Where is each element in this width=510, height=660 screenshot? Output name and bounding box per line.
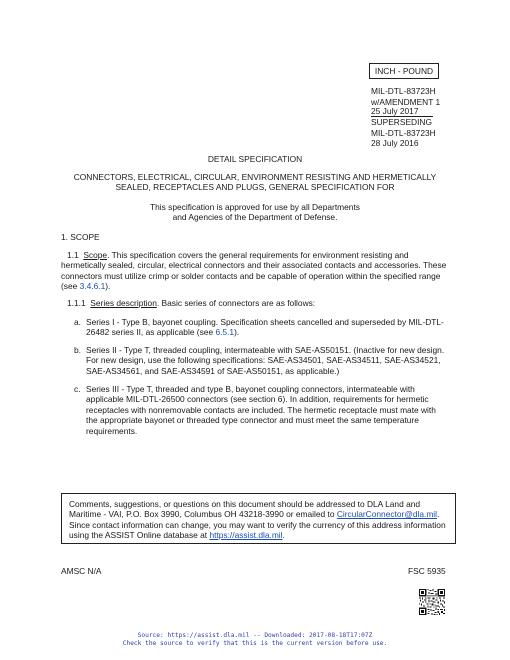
download-source-line: Source: https://assist.dla.mil -- Downloaded: 2017-08-18T17:07Z: [137, 632, 373, 639]
list-marker-a: a.: [74, 317, 81, 327]
unit-system-label: INCH - POUND: [374, 66, 434, 76]
paragraph-1-1-1: 1.1.1 Series description. Basic series of connectors are as follows:: [67, 298, 316, 308]
section-link-6-5-1[interactable]: 6.5.1: [215, 327, 235, 338]
list-marker-b: b.: [74, 345, 81, 355]
amendment-date: 25 July 2017: [371, 107, 433, 117]
approval-line-2: and Agencies of the Department of Defense.: [172, 212, 338, 222]
document-title-line-1: CONNECTORS, ELECTRICAL, CIRCULAR, ENVIRONMENT RESISTING AND HERMETICALLY: [73, 172, 437, 182]
paragraph-title: Series description: [90, 298, 157, 308]
paragraph-title: Scope: [83, 250, 108, 260]
paragraph-1-1-line-3: connectors must utilize crimp or solder contacts and be capable of operation within the specified range: [61, 270, 441, 281]
fsc-label: FSC 5935: [408, 566, 446, 576]
list-item-series-ii: Series II - Type T, threaded coupling, intermateable with SAE-AS50151. (Inactive for new design. For new design, use the following specifications: SAE-AS34501, SAE-AS34511, SAE-AS34521, SAE-AS34561, and SAE-AS34591 of SAE-AS50151, as applicable.): [86, 345, 445, 376]
qr-code-image: [419, 589, 445, 615]
superseded-document-id: MIL-DTL-83723H: [371, 128, 436, 138]
superseded-date: 28 July 2016: [371, 138, 419, 148]
contact-email-link[interactable]: CircularConnector@dla.mil: [336, 509, 438, 520]
superseding-label: SUPERSEDING: [371, 117, 432, 127]
approval-line-1: This specification is approved for use by all Departments: [150, 202, 360, 212]
specification-type: DETAIL SPECIFICATION: [207, 154, 303, 164]
list-item-series-iii: Series III - Type T, threaded and type B, bayonet coupling connectors, intermateable with applicable MIL-DTL-26500 connectors (see section 6). In addition, requirements for hermetic receptacles with nonremovable contacts are included. The hermetic receptacle must mate with the appropriate bayonet or threaded type connector and must meet the same temperature requirements.: [86, 384, 436, 436]
paragraph-number: 1.1.1: [67, 298, 86, 308]
list-marker-c: c.: [74, 384, 81, 394]
verify-version-line: Check the source to verify that this is the current version before use.: [122, 640, 388, 647]
unit-system-box: [369, 63, 439, 79]
assist-database-link[interactable]: https://assist.dla.mil: [209, 530, 283, 541]
paragraph-1-1-line-1: 1.1 Scope. This specification covers the general requirements for environment resisting and: [61, 250, 456, 260]
amsc-label: AMSC N/A: [61, 566, 102, 576]
section-link-3-4-6-1[interactable]: 3.4.6.1: [79, 281, 106, 292]
comments-contact-box: Comments, suggestions, or questions on this document should be addressed to DLA Land and Maritime - VAI, P.O. Box 3990, Columbus OH 43218-3990 or emailed to CircularConnector@dla.mil. Since contact information can change, you may want to verify the currency of this address information using the ASSIST Online database at https://assist.dla.mil.: [61, 493, 456, 544]
section-heading-scope: 1. SCOPE: [61, 232, 100, 242]
document-title-line-2: SEALED, RECEPTACLES AND PLUGS, GENERAL SPECIFICATION FOR: [115, 182, 395, 192]
amendment-label: w/AMENDMENT 1: [371, 97, 441, 107]
paragraph-1-1: [61, 250, 456, 292]
paragraph-1-1-line-2: hermetically sealed, circular, electrical connectors and their associated contacts and accessories. These: [61, 260, 447, 271]
paragraph-number: 1.1: [67, 250, 79, 260]
paragraph-1-1-line-4: (see 3.4.6.1).: [61, 281, 111, 292]
list-item-series-i: Series I - Type B, bayonet coupling. Specification sheets cancelled and superseded by MIL-DTL- 26482 series II, as applicable (see 6.5.1).: [86, 317, 444, 338]
document-id: MIL-DTL-83723H: [371, 86, 436, 96]
